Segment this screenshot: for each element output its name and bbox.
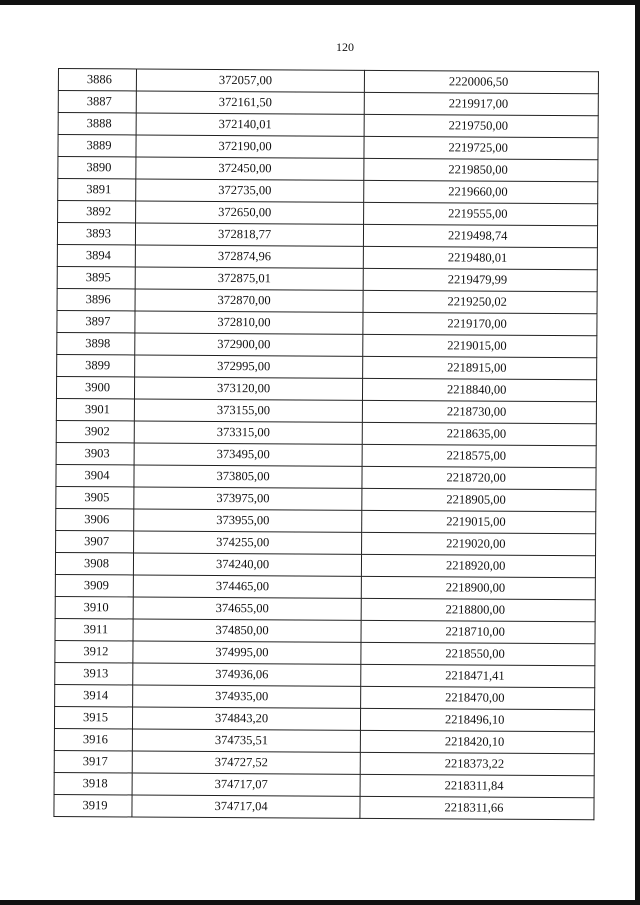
point-number-cell: 3887 (58, 91, 136, 113)
point-number-cell: 3888 (58, 113, 136, 135)
y-coordinate-cell: 2218730,00 (362, 400, 596, 423)
y-coordinate-cell: 2218575,00 (362, 444, 596, 467)
x-coordinate-cell: 372450,00 (136, 157, 364, 180)
point-number-cell: 3909 (55, 574, 133, 596)
point-number-cell: 3895 (57, 266, 135, 288)
y-coordinate-cell: 2219015,00 (363, 334, 597, 357)
table-row (55, 552, 595, 577)
point-number-cell: 3915 (54, 706, 132, 728)
table-row (56, 442, 596, 467)
point-number-cell: 3900 (56, 376, 134, 398)
point-number-cell: 3890 (58, 157, 136, 179)
table-row (56, 464, 596, 489)
x-coordinate-cell: 373495,00 (134, 443, 362, 466)
point-number-cell: 3910 (55, 596, 133, 618)
table-row (56, 420, 596, 445)
y-coordinate-cell: 2219170,00 (363, 312, 597, 335)
x-coordinate-cell: 372140,01 (136, 113, 364, 136)
x-coordinate-cell: 374843,20 (132, 707, 360, 730)
point-number-cell: 3904 (56, 464, 134, 486)
table-row (55, 618, 595, 643)
y-coordinate-cell: 2219660,00 (364, 180, 598, 203)
x-coordinate-cell: 372995,00 (135, 355, 363, 378)
x-coordinate-cell: 372875,01 (135, 267, 363, 290)
x-coordinate-cell: 373955,00 (134, 509, 362, 532)
y-coordinate-cell: 2218920,00 (361, 554, 595, 577)
point-number-cell: 3905 (56, 486, 134, 508)
y-coordinate-cell: 2219725,00 (364, 136, 598, 159)
x-coordinate-cell: 372900,00 (135, 333, 363, 356)
point-number-cell: 3916 (54, 728, 132, 750)
y-coordinate-cell: 2219917,00 (364, 92, 598, 115)
point-number-cell: 3898 (57, 332, 135, 354)
point-number-cell: 3917 (54, 750, 132, 772)
point-number-cell: 3907 (56, 530, 134, 552)
x-coordinate-cell: 374255,00 (134, 531, 362, 554)
point-number-cell: 3889 (58, 135, 136, 157)
table-row (55, 662, 595, 687)
y-coordinate-cell: 2218720,00 (362, 466, 596, 489)
y-coordinate-cell: 2218905,00 (362, 488, 596, 511)
y-coordinate-cell: 2218311,66 (360, 796, 594, 819)
point-number-cell: 3911 (55, 618, 133, 640)
point-number-cell: 3919 (54, 794, 132, 816)
point-number-cell: 3906 (56, 508, 134, 530)
point-number-cell: 3886 (58, 69, 136, 91)
y-coordinate-cell: 2218420,10 (360, 730, 594, 753)
x-coordinate-cell: 373315,00 (134, 421, 362, 444)
y-coordinate-cell: 2219250,02 (363, 290, 597, 313)
point-number-cell: 3892 (58, 201, 136, 223)
point-number-cell: 3903 (56, 442, 134, 464)
y-coordinate-cell: 2218800,00 (361, 598, 595, 621)
x-coordinate-cell: 374727,52 (132, 751, 360, 774)
x-coordinate-cell: 372161,50 (136, 91, 364, 114)
y-coordinate-cell: 2219850,00 (364, 158, 598, 181)
y-coordinate-cell: 2218840,00 (362, 378, 596, 401)
table-row (56, 508, 596, 533)
x-coordinate-cell: 372650,00 (136, 201, 364, 224)
x-coordinate-cell: 374717,04 (132, 795, 360, 818)
y-coordinate-cell: 2218373,22 (360, 752, 594, 775)
table-row (55, 684, 595, 709)
point-number-cell: 3913 (55, 662, 133, 684)
y-coordinate-cell: 2219480,01 (363, 246, 597, 269)
page-number: 120 (336, 40, 354, 54)
y-coordinate-cell: 2219015,00 (362, 510, 596, 533)
point-number-cell: 3902 (56, 420, 134, 442)
point-number-cell: 3897 (57, 310, 135, 332)
table-row (54, 728, 594, 753)
y-coordinate-cell: 2218470,00 (361, 686, 595, 709)
table-row (55, 596, 595, 621)
y-coordinate-cell: 2218311,84 (360, 774, 594, 797)
y-coordinate-cell: 2218550,00 (361, 642, 595, 665)
x-coordinate-cell: 372735,00 (136, 179, 364, 202)
x-coordinate-cell: 374655,00 (133, 597, 361, 620)
x-coordinate-cell: 374935,00 (133, 685, 361, 708)
x-coordinate-cell: 374735,51 (132, 729, 360, 752)
table-row (54, 750, 594, 775)
x-coordinate-cell: 372818,77 (135, 223, 363, 246)
y-coordinate-cell: 2218496,10 (360, 708, 594, 731)
x-coordinate-cell: 372190,00 (136, 135, 364, 158)
table-row (54, 706, 594, 731)
coordinates-table-body (54, 69, 599, 820)
scan-border-top (0, 0, 640, 5)
table-row (55, 640, 595, 665)
x-coordinate-cell: 373805,00 (134, 465, 362, 488)
table-row (56, 486, 596, 511)
point-number-cell: 3901 (56, 398, 134, 420)
y-coordinate-cell: 2219750,00 (364, 114, 598, 137)
point-number-cell: 3918 (54, 772, 132, 794)
y-coordinate-cell: 2218900,00 (361, 576, 595, 599)
scan-border-right (635, 0, 640, 905)
point-number-cell: 3891 (58, 179, 136, 201)
y-coordinate-cell: 2218915,00 (363, 356, 597, 379)
scan-border-bottom (0, 900, 640, 905)
y-coordinate-cell: 2219479,99 (363, 268, 597, 291)
point-number-cell: 3899 (57, 354, 135, 376)
point-number-cell: 3894 (57, 244, 135, 266)
y-coordinate-cell: 2219555,00 (364, 202, 598, 225)
point-number-cell: 3908 (55, 552, 133, 574)
x-coordinate-cell: 374850,00 (133, 619, 361, 642)
x-coordinate-cell: 373120,00 (134, 377, 362, 400)
point-number-cell: 3893 (57, 223, 135, 245)
point-number-cell: 3914 (55, 684, 133, 706)
table-row (54, 772, 594, 797)
point-number-cell: 3912 (55, 640, 133, 662)
x-coordinate-cell: 372810,00 (135, 311, 363, 334)
x-coordinate-cell: 374465,00 (133, 575, 361, 598)
table-row (54, 794, 594, 819)
y-coordinate-cell: 2218635,00 (362, 422, 596, 445)
y-coordinate-cell: 2219498,74 (363, 224, 597, 247)
y-coordinate-cell: 2218471,41 (361, 664, 595, 687)
x-coordinate-cell: 374936,06 (133, 663, 361, 686)
point-number-cell: 3896 (57, 288, 135, 310)
x-coordinate-cell: 374995,00 (133, 641, 361, 664)
x-coordinate-cell: 373155,00 (134, 399, 362, 422)
x-coordinate-cell: 374717,07 (132, 773, 360, 796)
x-coordinate-cell: 373975,00 (134, 487, 362, 510)
x-coordinate-cell: 372870,00 (135, 289, 363, 312)
x-coordinate-cell: 374240,00 (133, 553, 361, 576)
table-row (55, 574, 595, 599)
y-coordinate-cell: 2219020,00 (362, 532, 596, 555)
y-coordinate-cell: 2218710,00 (361, 620, 595, 643)
table-row (56, 530, 596, 555)
x-coordinate-cell: 372057,00 (136, 69, 364, 92)
coordinates-table (53, 68, 599, 820)
x-coordinate-cell: 372874,96 (135, 245, 363, 268)
y-coordinate-cell: 2220006,50 (364, 70, 598, 93)
